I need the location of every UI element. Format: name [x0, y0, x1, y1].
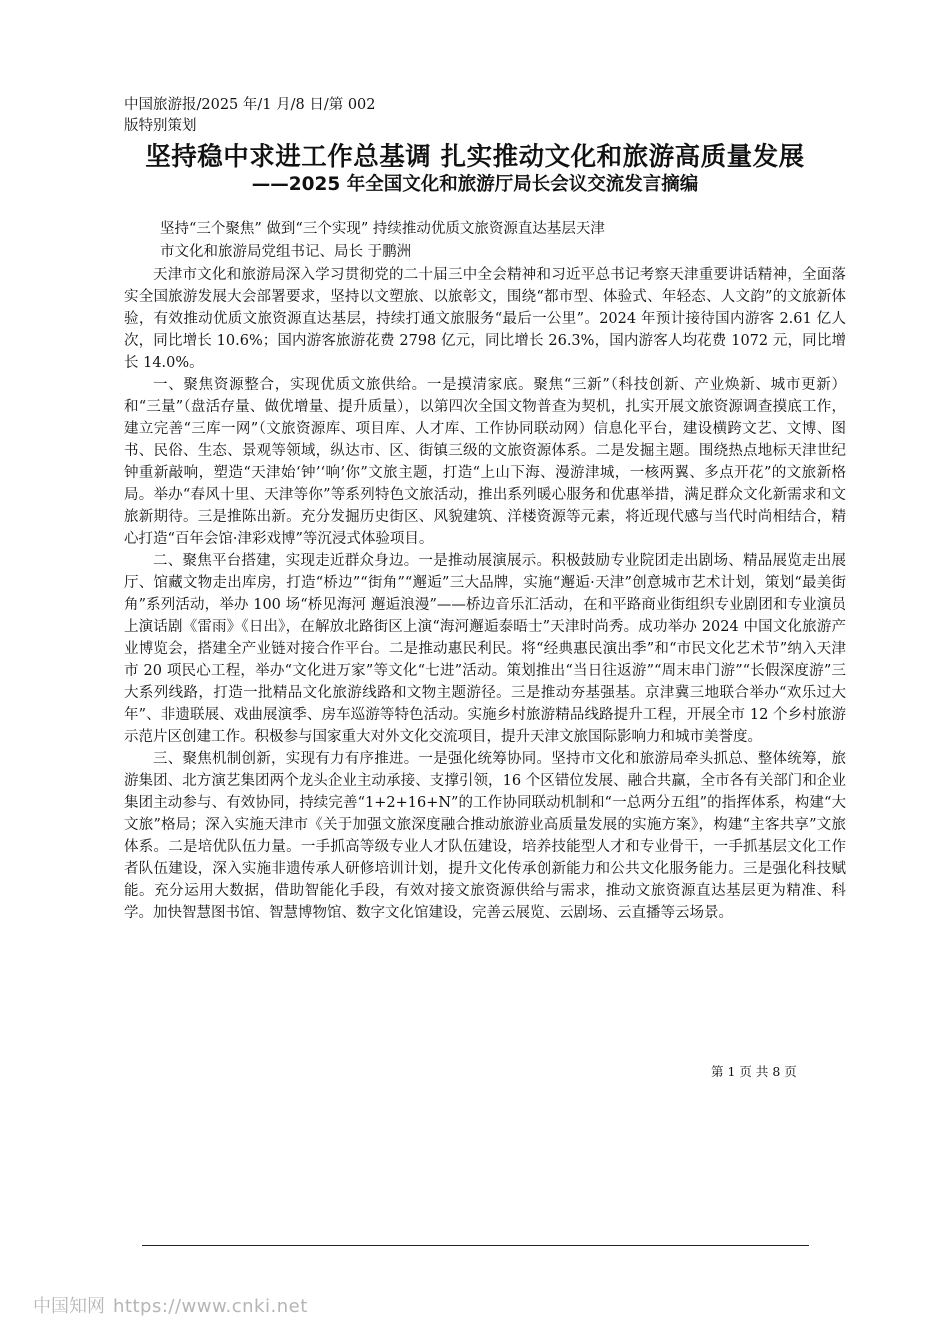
body-paragraph: 天津市文化和旅游局深入学习贯彻党的二十届三中全会精神和习近平总书记考察天津重要讲话精神，全面落实全国旅游发展大会部署要求，坚持以文塑旅、以旅彰文，围绕“都市型、体验式、年轻态、人文韵”的文旅新体验，有效推动优质文旅资源直达基层，持续打通文旅服务“最后一公里”。2024 年预计接待国内游客 2.61 亿人次，同比增长 10.6%；国内游客旅游花费 2798 亿元，同比增长 26.3%，国内游客人均花费 1072 元，同比增长 14.0%。	[124, 267, 846, 371]
section-heading: 坚持“三个聚焦” 做到“三个实现” 持续推动优质文旅资源直达基层天津	[160, 221, 605, 237]
watermark-site-name: 中国知网	[33, 1296, 105, 1317]
article-subtitle: ——2025 年全国文化和旅游厅局长会议交流发言摘编	[251, 174, 699, 195]
body-paragraph: 二、聚焦平台搭建，实现走近群众身边。一是推动展演展示。积极鼓励专业院团走出剧场、精品展览走出展厅、馆藏文物走出库房，打造“桥边”“街角”“邂逅”三大品牌，实施“邂逅·天津”创意城市艺术计划，策划“最美街角”系列活动，举办 100 场“桥见海河 邂逅浪漫”——桥边音乐汇活动，在和平路商业街组织专业剧团和专业演员上演话剧《雷雨》《日出》，在解放北路街区上演“海河邂逅泰晤士”天津时尚秀。成功举办 2024 中国文化旅游产业博览会，搭建全产业链对接合作平台。二是推动惠民利民。将“经典惠民演出季”和“市民文化艺术节”纳入天津市 20 项民心工程，举办“文化进万家”等文化“七进”活动。策划推出“当日往返游”“周末串门游”“长假深度游”三大系列线路，打造一批精品文化旅游线路和文物主题游径。三是推动夯基强基。京津冀三地联合举办“欢乐过大年”、非遗联展、戏曲展演季、房车巡游等特色活动。实施乡村旅游精品线路提升工程，开展全市 12 个乡村旅游示范片区创建工作。积极参与国家重大对外文化交流项目，提升天津文旅国际影响力和城市美誉度。	[124, 553, 846, 745]
source-info	[124, 95, 424, 137]
section-author: 市文化和旅游局党组书记、局长 于鹏洲	[160, 244, 412, 260]
article-body	[124, 264, 846, 924]
watermark-url: https://www.cnki.net	[113, 1296, 308, 1317]
body-paragraph: 一、聚焦资源整合，实现优质文旅供给。一是摸清家底。聚焦“三新”（科技创新、产业焕新、城市更新）和“三量”（盘活存量、做优增量、提升质量），以第四次全国文物普查为契机，扎实开展文旅资源调查摸底工作，建立完善“三库一网”（文旅资源库、项目库、人才库、工作协同联动网）信息化平台，建设横跨文艺、文博、图书、民俗、生态、景观等领域，纵达市、区、街镇三级的文旅资源体系。二是发掘主题。围绕热点地标天津世纪钟重新敲响，塑造“天津始‘钟’‘响’你”文旅主题，打造“上山下海、漫游津城，一核两翼、多点开花”的文旅新格局。举办“春风十里、天津等你”等系列特色文旅活动，推出系列暖心服务和优惠举措，满足群众文化新需求和文旅新期待。三是推陈出新。充分发掘历史街区、风貌建筑、洋楼资源等元素，将近现代感与当代时尚相结合，精心打造“百年会馆·津彩戏博”等沉浸式体验项目。	[124, 377, 846, 547]
article-title: 坚持稳中求进工作总基调 扎实推动文化和旅游高质量发展	[145, 142, 805, 172]
source-line-2: 版特别策划	[124, 118, 197, 134]
body-paragraph: 三、聚焦机制创新，实现有力有序推进。一是强化统筹协同。坚持市文化和旅游局牵头抓总、整体统筹，旅游集团、北方演艺集团两个龙头企业主动承接、支撑引领，16 个区错位发展、融合共赢，全市各有关部门和企业集团主动参与、有效协同，持续完善“1+2+16+N”的工作协同联动机制和“一总两分五组”的指挥体系，构建“大文旅”格局；深入实施天津市《关于加强文旅深度融合推动旅游业高质量发展的实施方案》，构建“主客共享”文旅体系。二是培优队伍力量。一手抓高等级专业人才队伍建设，培养技能型人才和专业骨干，一手抓基层文化工作者队伍建设，深入实施非遗传承人研修培训计划，提升文化传承创新能力和公共文化服务能力。三是强化科技赋能。充分运用大数据，借助智能化手段，有效对接文旅资源供给与需求，推动文旅资源直达基层更为精准、科学。加快智慧图书馆、智慧博物馆、数字文化馆建设，完善云展览、云剧场、云直播等云场景。	[124, 751, 846, 921]
footer-divider	[142, 1245, 809, 1246]
cnki-watermark	[33, 1295, 433, 1319]
page-number: 第 1 页 共 8 页	[711, 1064, 797, 1079]
source-line-1: 中国旅游报/2025 年/1 月/8 日/第 002	[124, 97, 376, 113]
